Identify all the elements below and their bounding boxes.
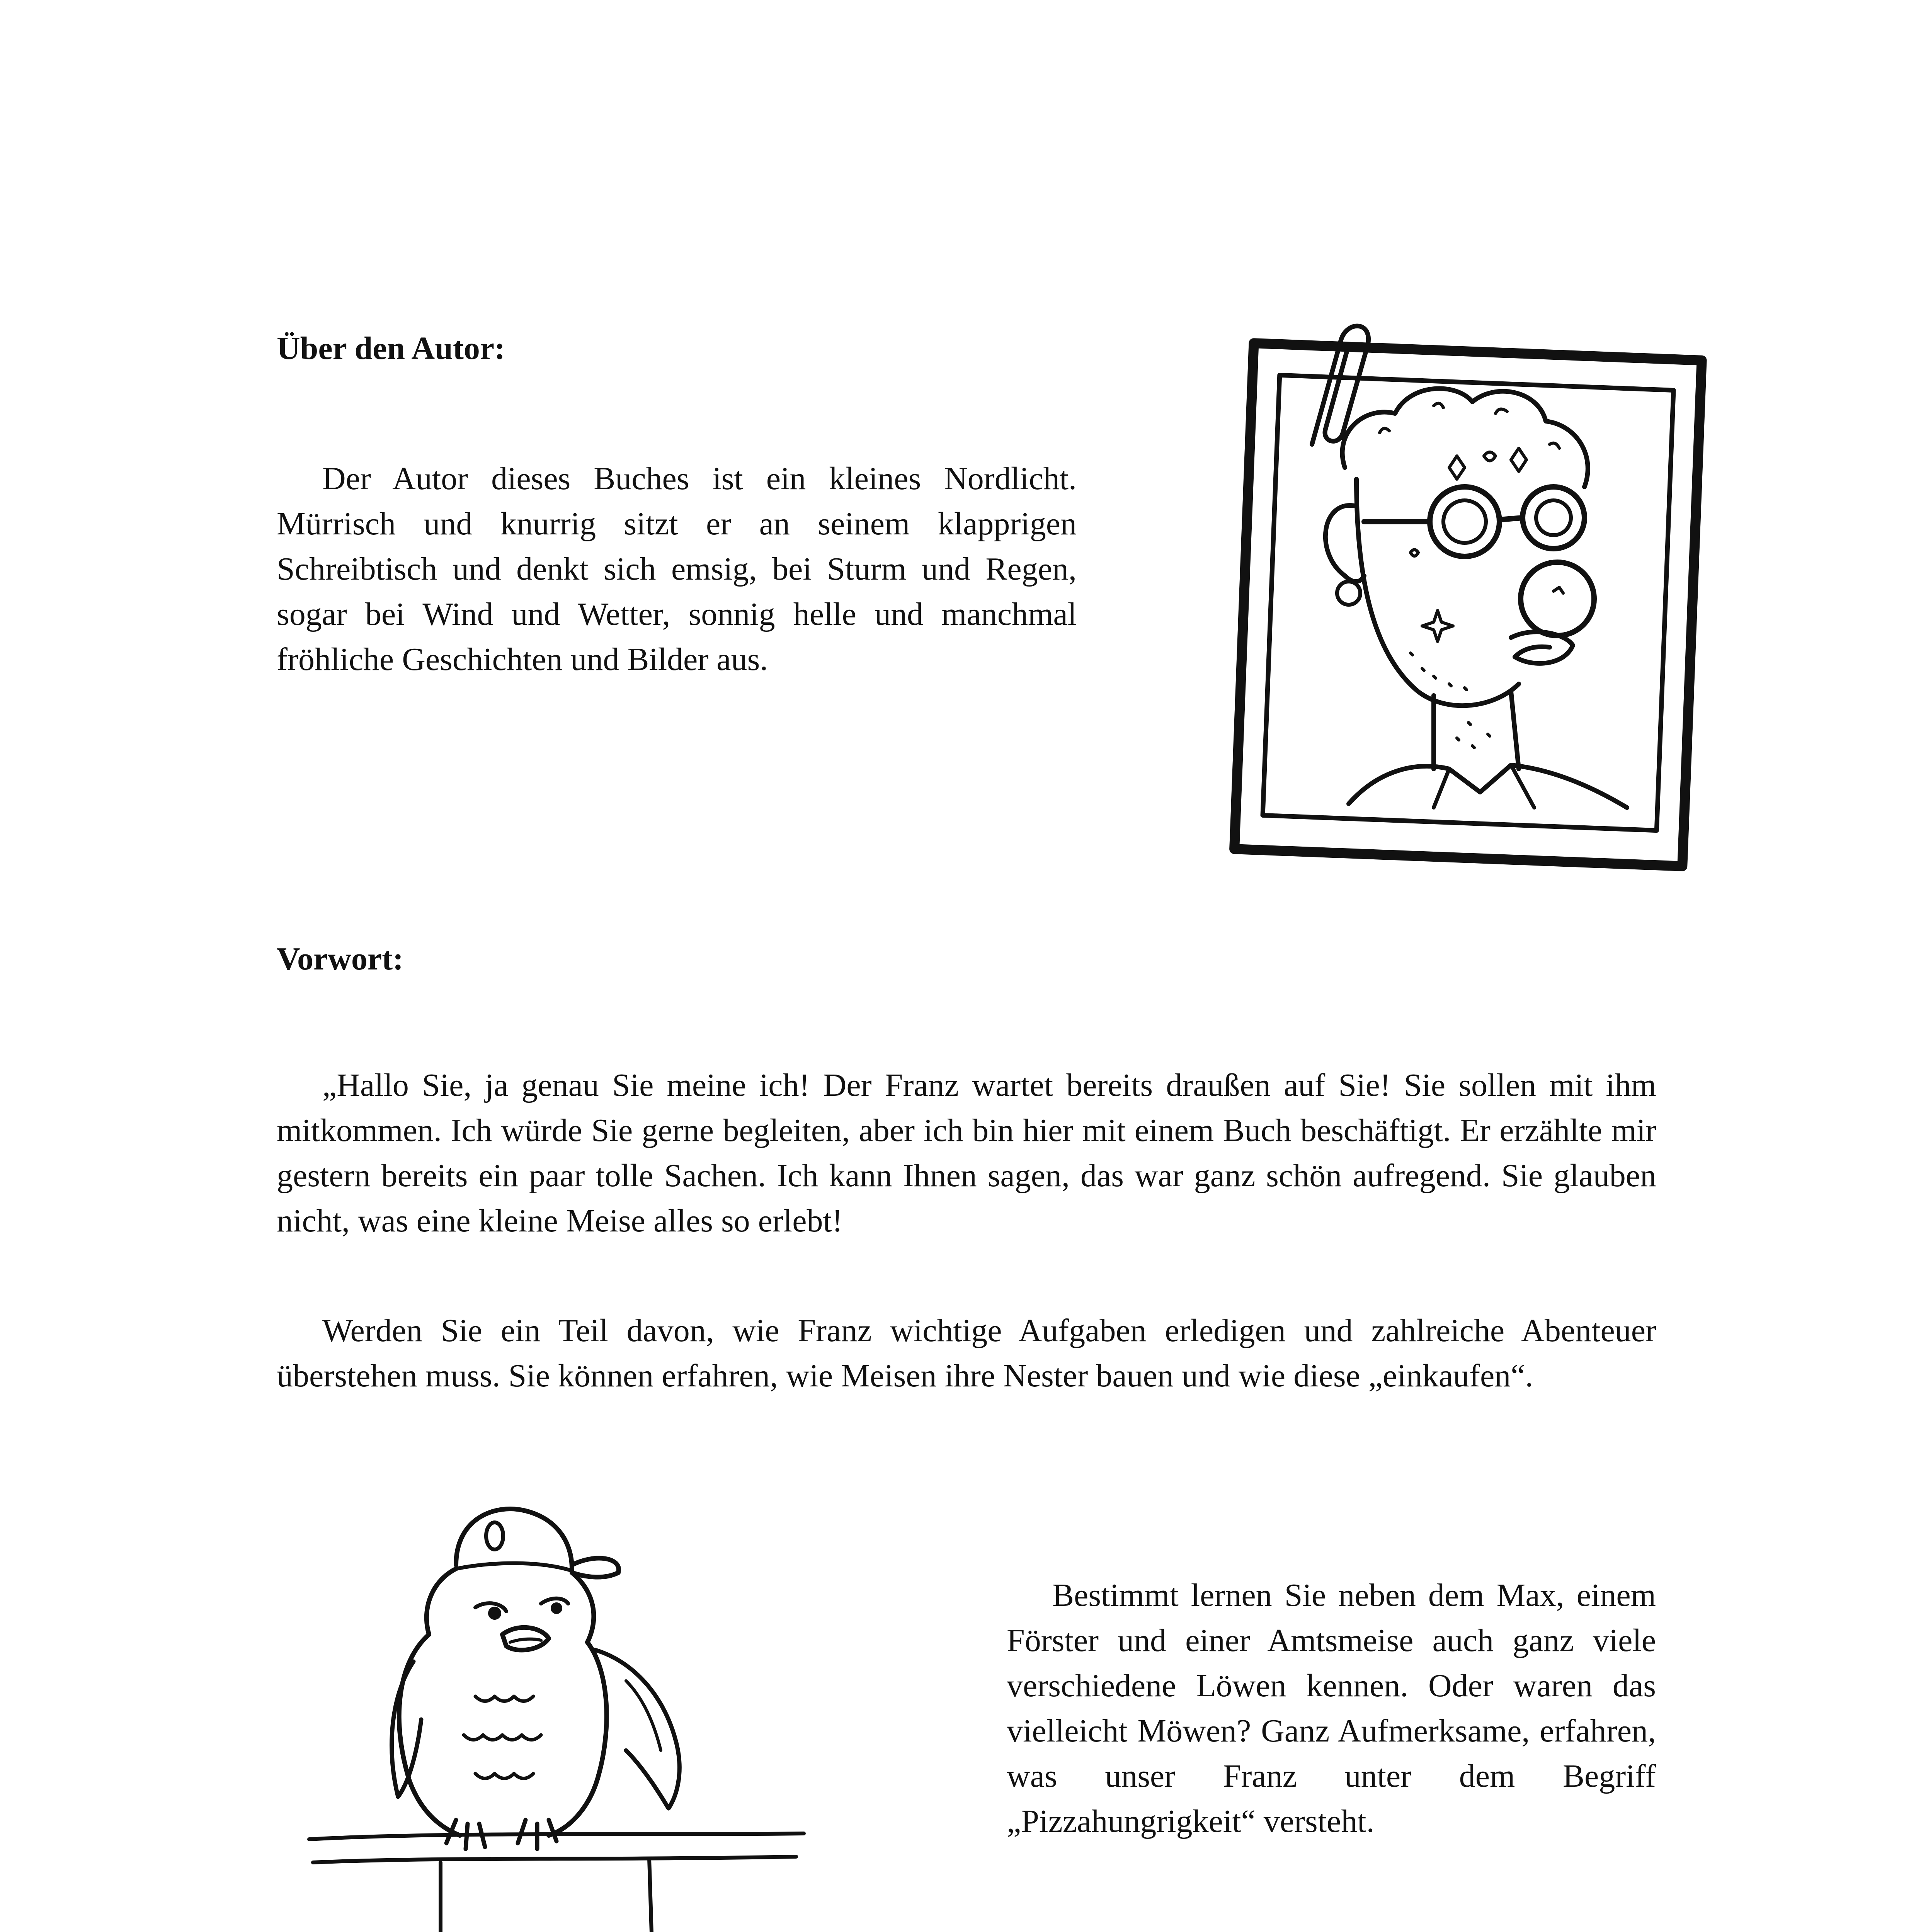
foreword-heading: Vorwort: — [277, 941, 404, 977]
foreword-paragraph-3: Bestimmt lernen Sie neben dem Max, einem Förster und einer Amtsmeise auch ganz viele verschiedene Löwen kennen. Oder waren das vielleicht Möwen? Ganz Aufmerksame, erfahren, was unser Franz unter dem Begriff „Pizzahungrigkeit“ versteht. — [1007, 1577, 1656, 1839]
bird-illustration-icon — [294, 1480, 866, 1932]
foreword-paragraph-1: „Hallo Sie, ja genau Sie meine ich! Der Franz wartet bereits draußen auf Sie! Sie sollen mit ihm mitkommen. Ich würde Sie gerne begleiten, aber ich bin hier mit einem Buch beschäftigt. Er erzählte mir gestern bereits ein paar tolle Sachen. Ich kann Ihnen sagen, das war ganz schön aufregend. Sie glauben nicht, was eine kleine Meise alles so erlebt! — [277, 1067, 1656, 1239]
foreword-paragraph-2: Werden Sie ein Teil davon, wie Franz wichtige Aufgaben erledigen und zahlreiche Abenteuer überstehen muss. Sie können erfahren, wie Meisen ihre Nester bauen und wie diese „einkaufen“. — [277, 1313, 1656, 1394]
author-heading: Über den Autor: — [277, 330, 505, 366]
author-text: Der Autor dieses Buches ist ein kleines Nordlicht. Mürrisch und knurrig sitzt er an seinem klapprigen Schreibtisch und denkt sich emsig, bei Sturm und Regen, sogar bei Wind und Wetter, sonnig helle und manchmal fröhliche Geschichten und Bilder aus. — [277, 461, 1077, 677]
author-portrait-icon — [1217, 305, 1720, 881]
